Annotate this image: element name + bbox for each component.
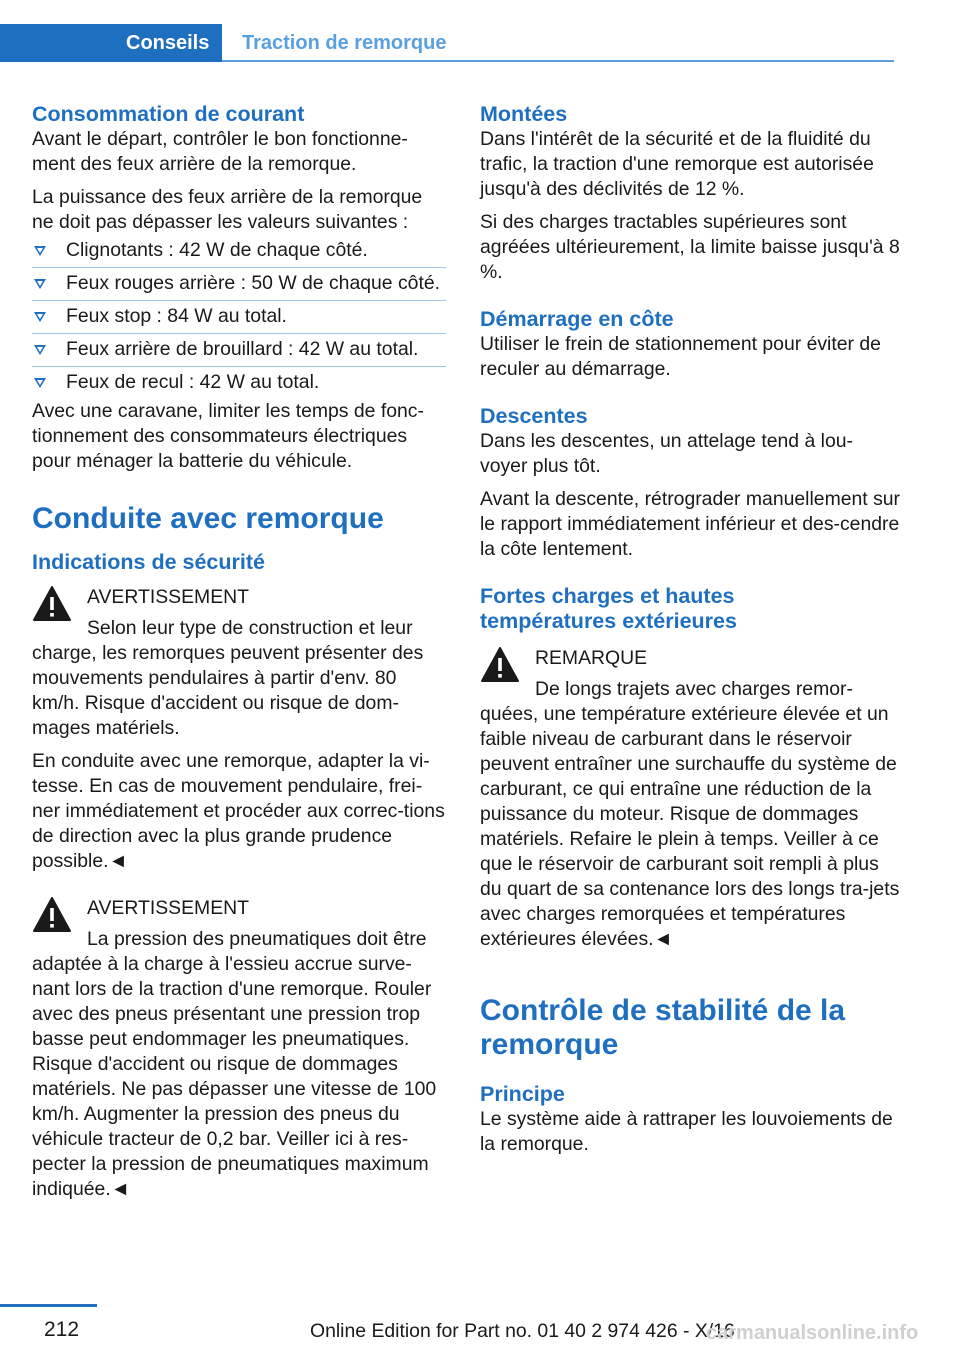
list-item-text: Clignotants : 42 W de chaque côté. [66, 239, 368, 261]
paragraph: Le système aide à rattraper les louvoiements de la remorque. [480, 1108, 893, 1155]
warning-triangle-icon [480, 646, 520, 684]
heading-controle: Contrôle de stabilité de la remorque [480, 994, 846, 1061]
left-column [32, 102, 446, 1210]
heading-demarrage: Démarrage en côte [480, 307, 674, 331]
warning-text-content: La pression des pneumatiques doit être adaptée à la charge à l'essieu accrue surve-nant lors de la traction d'une remorque. Rouler avec des pneus présentant une pression trop basse peut endommager les pneumatiques. Risque d'accident ou risque de dommages matériels. Ne pas dépasser une vitesse de 100 km/h. Augmenter la pression des pneus du véhicule tracteur de 0,2 bar. Veiller ici à res-pecter la pression de pneumatiques maximum indiquée.◄ [32, 928, 437, 1200]
paragraph: Avant le départ, contrôler le bon fonctionne-ment des feux arrière de la remorque. [32, 128, 408, 175]
paragraph: Si des charges tractables supérieures sont agréées ultérieurement, la limite baisse jusqu'à 8 %. [480, 211, 900, 283]
list-item-text: Feux arrière de brouillard : 42 W au total. [66, 338, 419, 360]
triangle-bullet-icon [34, 279, 46, 289]
list-item [32, 367, 446, 399]
note-title: REMARQUE [535, 647, 648, 669]
heading-montees: Montées [480, 102, 568, 126]
list-item [32, 235, 446, 268]
paragraph: La puissance des feux arrière de la remorque ne doit pas dépasser les valeurs suivantes : [32, 186, 423, 233]
note-text-content: De longs trajets avec charges remor-quées, une température extérieure élevée et un faible niveau de carburant dans le réservoir peuvent entraîner une surchauffe du système de carburant, ce qui entraîne une réduction de la puissance du moteur. Risque de dommages matériels. Refaire le plein à temps. Veiller à ce que le réservoir de carburant soit rempli à plus du quart de sa contenance lors des longs tra-jets avec charges remorquées et températures extérieures élevées.◄ [480, 678, 900, 950]
warning-block [32, 585, 446, 874]
warning-text: En conduite avec une remorque, adapter la vi-tesse. En cas de mouvement pendulaire, frei-ner immédiatement et procéder aux correc-tions de direction avec la plus grande prudence possible.◄ [32, 750, 445, 872]
section-tab-conseils[interactable]: Conseils [0, 24, 222, 62]
header-rule [222, 60, 894, 62]
page-header [0, 0, 960, 64]
paragraph: Dans les descentes, un attelage tend à lou-voyer plus tôt. [480, 430, 853, 477]
paragraph: Dans l'intérêt de la sécurité et de la fluidité du trafic, la traction d'une remorque est autorisée jusqu'à des déclivités de 12 %. [480, 128, 874, 200]
triangle-bullet-icon [34, 345, 46, 355]
warning-text-content: Selon leur type de construction et leur charge, les remorques peuvent présenter des mouvements pendulaires à partir d'env. 80 km/h. Risque d'accident ou risque de dom-mages matériels. [32, 617, 424, 739]
note-block [480, 646, 900, 952]
warning-text [32, 927, 446, 1202]
warning-triangle-icon [32, 896, 72, 934]
list-item-text: Feux de recul : 42 W au total. [66, 371, 320, 393]
page-number-rule [0, 1304, 97, 1307]
paragraph: Avant la descente, rétrograder manuellement sur le rapport immédiatement inférieur et des-cendre la côte lentement. [480, 488, 901, 560]
list-item [32, 301, 446, 334]
warning-text [32, 616, 446, 741]
list-item-text: Feux rouges arrière : 50 W de chaque côté. [66, 272, 441, 294]
section-tab-traction[interactable]: Traction de remorque [242, 32, 447, 54]
bullet-list [32, 235, 446, 399]
note-text [480, 677, 900, 952]
list-item-text: Feux stop : 84 W au total. [66, 305, 287, 327]
page-number: 212 [44, 1318, 80, 1341]
heading-consommation: Consommation de courant [32, 102, 305, 126]
triangle-bullet-icon [34, 378, 46, 388]
warning-triangle-icon [32, 585, 72, 623]
heading-conduite: Conduite avec remorque [32, 502, 384, 535]
warning-block [32, 896, 446, 1202]
right-column [480, 102, 900, 1165]
triangle-bullet-icon [34, 312, 46, 322]
list-item [32, 334, 446, 367]
heading-indications: Indications de sécurité [32, 550, 265, 574]
heading-principe: Principe [480, 1082, 565, 1106]
heading-fortes-charges: Fortes charges et hautes températures extérieures [480, 584, 737, 633]
warning-title: AVERTISSEMENT [87, 586, 249, 608]
edition-text: Online Edition for Part no. 01 40 2 974 426 - X/16 [310, 1320, 735, 1342]
list-item [32, 268, 446, 301]
heading-descentes: Descentes [480, 404, 588, 428]
paragraph: Utiliser le frein de stationnement pour éviter de reculer au démarrage. [480, 333, 881, 380]
triangle-bullet-icon [34, 246, 46, 256]
watermark: carmanualsonline.info [706, 1322, 919, 1344]
warning-title: AVERTISSEMENT [87, 897, 249, 919]
paragraph: Avec une caravane, limiter les temps de fonc-tionnement des consommateurs électriques pour ménager la batterie du véhicule. [32, 400, 424, 472]
